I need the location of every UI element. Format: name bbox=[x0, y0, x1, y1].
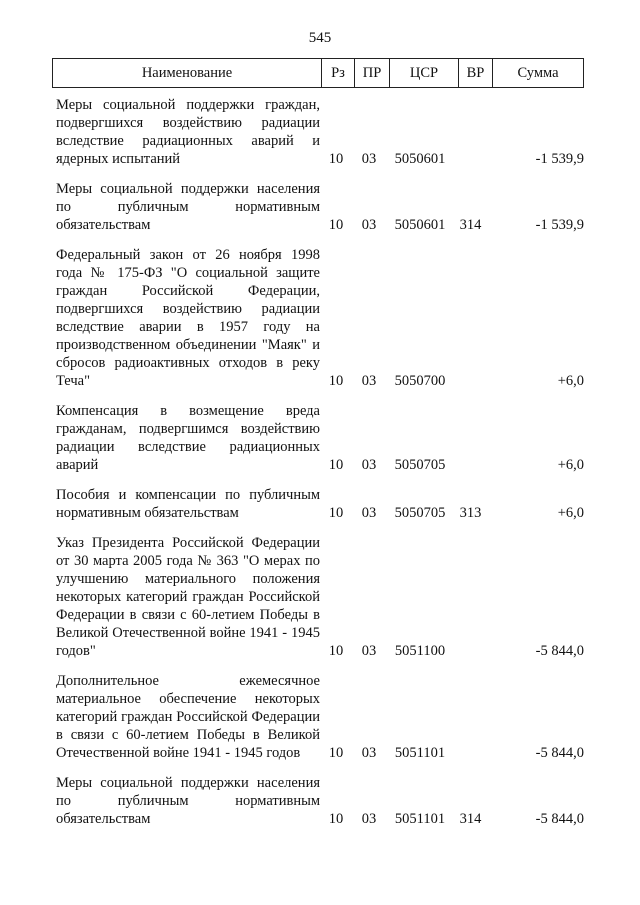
row-sum: -1 539,9 bbox=[535, 151, 584, 167]
row-sum: -5 844,0 bbox=[535, 745, 584, 761]
row-pr: 03 bbox=[361, 505, 377, 521]
table-row bbox=[52, 774, 584, 828]
header-rz: Рз bbox=[322, 59, 355, 87]
table-row bbox=[52, 96, 584, 168]
row-csr: 5050700 bbox=[394, 373, 446, 389]
row-rz: 10 bbox=[328, 643, 344, 659]
row-csr: 5050601 bbox=[394, 217, 446, 233]
row-csr: 5050705 bbox=[394, 457, 446, 473]
row-csr: 5050601 bbox=[394, 151, 446, 167]
header-name: Наименование bbox=[53, 59, 322, 87]
row-rz: 10 bbox=[328, 373, 344, 389]
table-row bbox=[52, 246, 584, 390]
table-row bbox=[52, 534, 584, 660]
row-vr: 313 bbox=[459, 505, 482, 521]
table-header bbox=[52, 58, 584, 88]
row-sum: -5 844,0 bbox=[535, 811, 584, 827]
row-pr: 03 bbox=[361, 643, 377, 659]
row-sum: +6,0 bbox=[557, 373, 584, 389]
row-rz: 10 bbox=[328, 151, 344, 167]
header-vr: ВР bbox=[459, 59, 493, 87]
row-sum: +6,0 bbox=[557, 505, 584, 521]
row-rz: 10 bbox=[328, 505, 344, 521]
row-pr: 03 bbox=[361, 745, 377, 761]
table-body bbox=[52, 96, 584, 840]
header-sum: Сумма bbox=[517, 64, 559, 81]
table-row bbox=[52, 180, 584, 234]
row-sum: -5 844,0 bbox=[535, 643, 584, 659]
row-rz: 10 bbox=[328, 457, 344, 473]
row-name: Указ Президента Российской Федерации от 30 марта 2005 года № 363 "О мерах по улучшению материального положения некоторых категорий граждан Российской Федерации в связи с 60-летием Победы в Великой Отечественной войне 1941 - 1945 годов" bbox=[56, 535, 320, 659]
row-csr: 5050705 bbox=[394, 505, 446, 521]
row-csr: 5051101 bbox=[394, 745, 446, 761]
header-csr: ЦСР bbox=[390, 59, 459, 87]
table-row bbox=[52, 402, 584, 474]
row-rz: 10 bbox=[328, 811, 344, 827]
table-row bbox=[52, 486, 584, 522]
row-rz: 10 bbox=[328, 217, 344, 233]
row-pr: 03 bbox=[361, 373, 377, 389]
row-rz: 10 bbox=[328, 745, 344, 761]
row-name: Компенсация в возмещение вреда гражданам, подвергшимся воздействию радиации вследствие радиационных аварий bbox=[56, 403, 320, 473]
row-sum: +6,0 bbox=[557, 457, 584, 473]
row-pr: 03 bbox=[361, 457, 377, 473]
row-pr: 03 bbox=[361, 151, 377, 167]
row-pr: 03 bbox=[361, 217, 377, 233]
row-vr: 314 bbox=[459, 811, 482, 827]
row-name: Федеральный закон от 26 ноября 1998 года № 175-ФЗ "О социальной защите граждан Российской Федерации, подвергшихся воздействию радиации вследствие аварии в 1957 году на производственном объединении "Маяк" и сбросов радиоактивных отходов в реку Теча" bbox=[56, 247, 320, 389]
row-name: Меры социальной поддержки населения по публичным нормативным обязательствам bbox=[56, 775, 320, 827]
page-number: 545 bbox=[308, 30, 332, 46]
table-row bbox=[52, 672, 584, 762]
row-name: Меры социальной поддержки граждан, подвергшихся воздействию радиации вследствие радиационных аварий и ядерных испытаний bbox=[56, 97, 320, 167]
row-pr: 03 bbox=[361, 811, 377, 827]
row-name: Меры социальной поддержки населения по публичным нормативным обязательствам bbox=[56, 181, 320, 233]
row-name: Дополнительное ежемесячное материальное обеспечение некоторых категорий граждан Российской Федерации в связи с 60-летием Победы в Великой Отечественной войне 1941 - 1945 годов bbox=[56, 673, 320, 761]
row-vr: 314 bbox=[459, 217, 482, 233]
row-name: Пособия и компенсации по публичным нормативным обязательствам bbox=[56, 487, 320, 521]
header-pr: ПР bbox=[355, 59, 390, 87]
row-csr: 5051101 bbox=[394, 811, 446, 827]
row-csr: 5051100 bbox=[394, 643, 446, 659]
row-sum: -1 539,9 bbox=[535, 217, 584, 233]
